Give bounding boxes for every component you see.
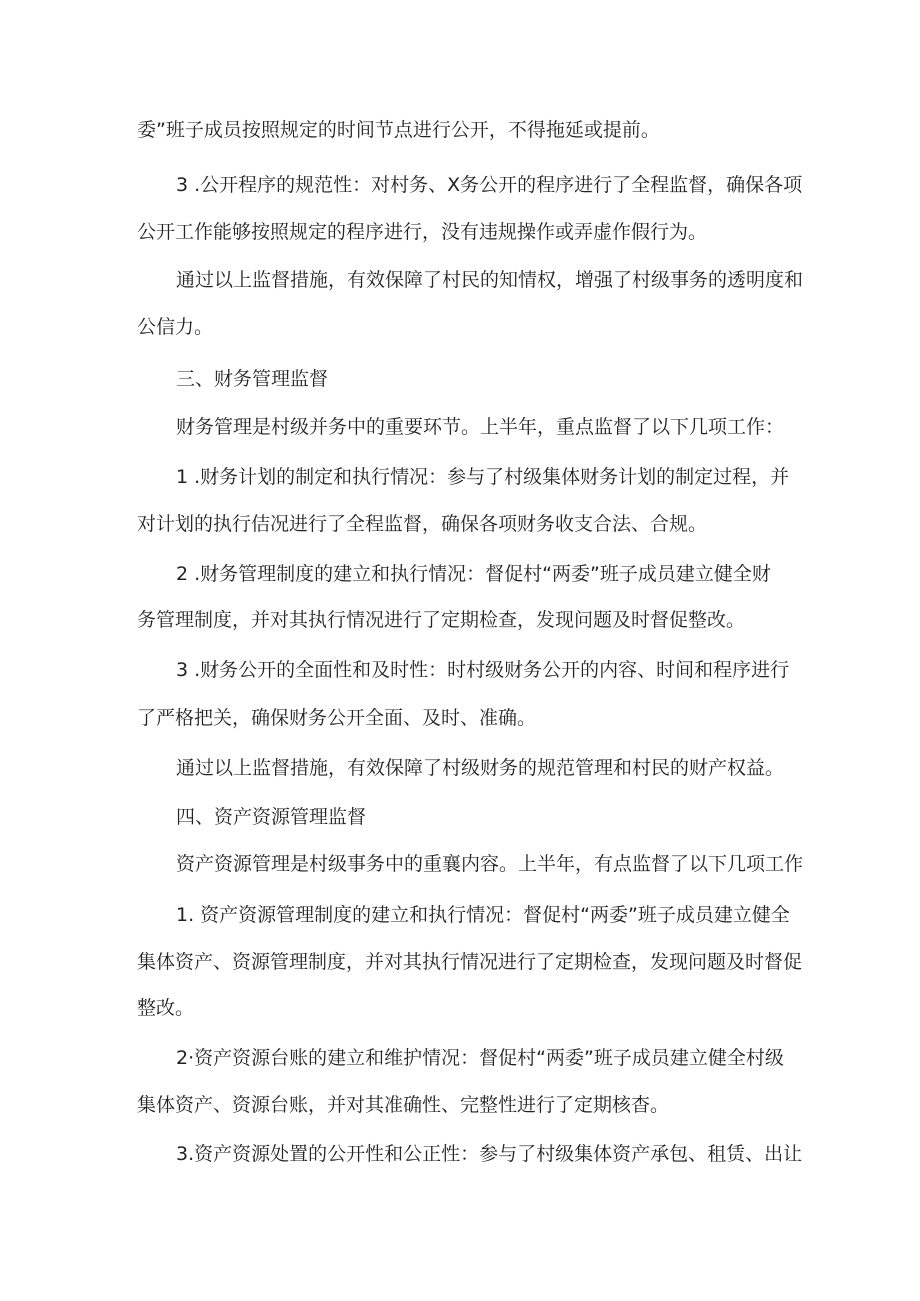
text-line: 集体资产、资源台账，并对其准确性、完整性进行了定期核杳。 [137, 1094, 670, 1116]
text-line: 3 .公开程序的规范性：对村务、X务公开的程序进行了全程监督，确保各项 [176, 174, 803, 196]
text-line: 通过以上监督措施，有效保障了村级财务的规范管理和村民的财产权益。 [176, 757, 785, 779]
text-line: 财务管理是村级并务中的重要环节。上半年，重点监督了以下几项工作： [176, 416, 785, 438]
text-line: 集体资产、资源管理制度，并对其执行情况进行了定期检查，发现问题及时督促 [137, 951, 803, 973]
section-heading: 三、财务管理监督 [176, 368, 329, 390]
text-line: 委”班子成员按照规定的时间节点进行公开，不得拖延或提前。 [137, 119, 660, 141]
text-line: 1 .财务计划的制定和执行情况：参与了村级集体财务计划的制定过程，并 [176, 466, 790, 488]
text-line: 通过以上监督措施，有效保障了村民的知情权，增强了村级事务的透明度和 [176, 269, 804, 291]
text-line: 务管理制度，并对其执行情况进行了定期检查，发现问题及时督促整改。 [137, 609, 746, 631]
text-line: 2 .财务管理制度的建立和执行情况：督促村“两委”班子成员建立健全财 [176, 563, 771, 585]
text-line: 3 .财务公开的全面性和及时性：时村级财务公开的内容、时间和程序进行 [176, 659, 790, 681]
text-line: 公开工作能够按照规定的程序进行，没有违规操作或弄虚作假行为。 [137, 221, 708, 243]
text-line: 资产资源管理是村级事务中的重襄内容。上半年，有点监督了以下几项工作 [176, 853, 804, 875]
text-line: 公信力。 [137, 316, 214, 338]
text-line: 2·资产资源台账的建立和维护情况：督促村“两委”班子成员建立健全村级 [176, 1047, 784, 1069]
section-heading: 四、资产资源管理监督 [176, 806, 367, 828]
text-line: 1. 资产资源管理制度的建立和执行情况：督促村“两委”班子成员建立健全 [176, 904, 790, 926]
text-line: 3.资产资源处置的公开性和公正性：参与了村级集体资产承包、租赁、出让 [176, 1143, 803, 1165]
text-line: 整改。 [137, 997, 195, 1019]
text-line: 对计划的执行佶况进行了全程监督，确保各项财务收支合法、合规。 [137, 513, 708, 535]
text-line: 了严格把关，确保财务公开全面、及时、准确。 [137, 707, 537, 729]
